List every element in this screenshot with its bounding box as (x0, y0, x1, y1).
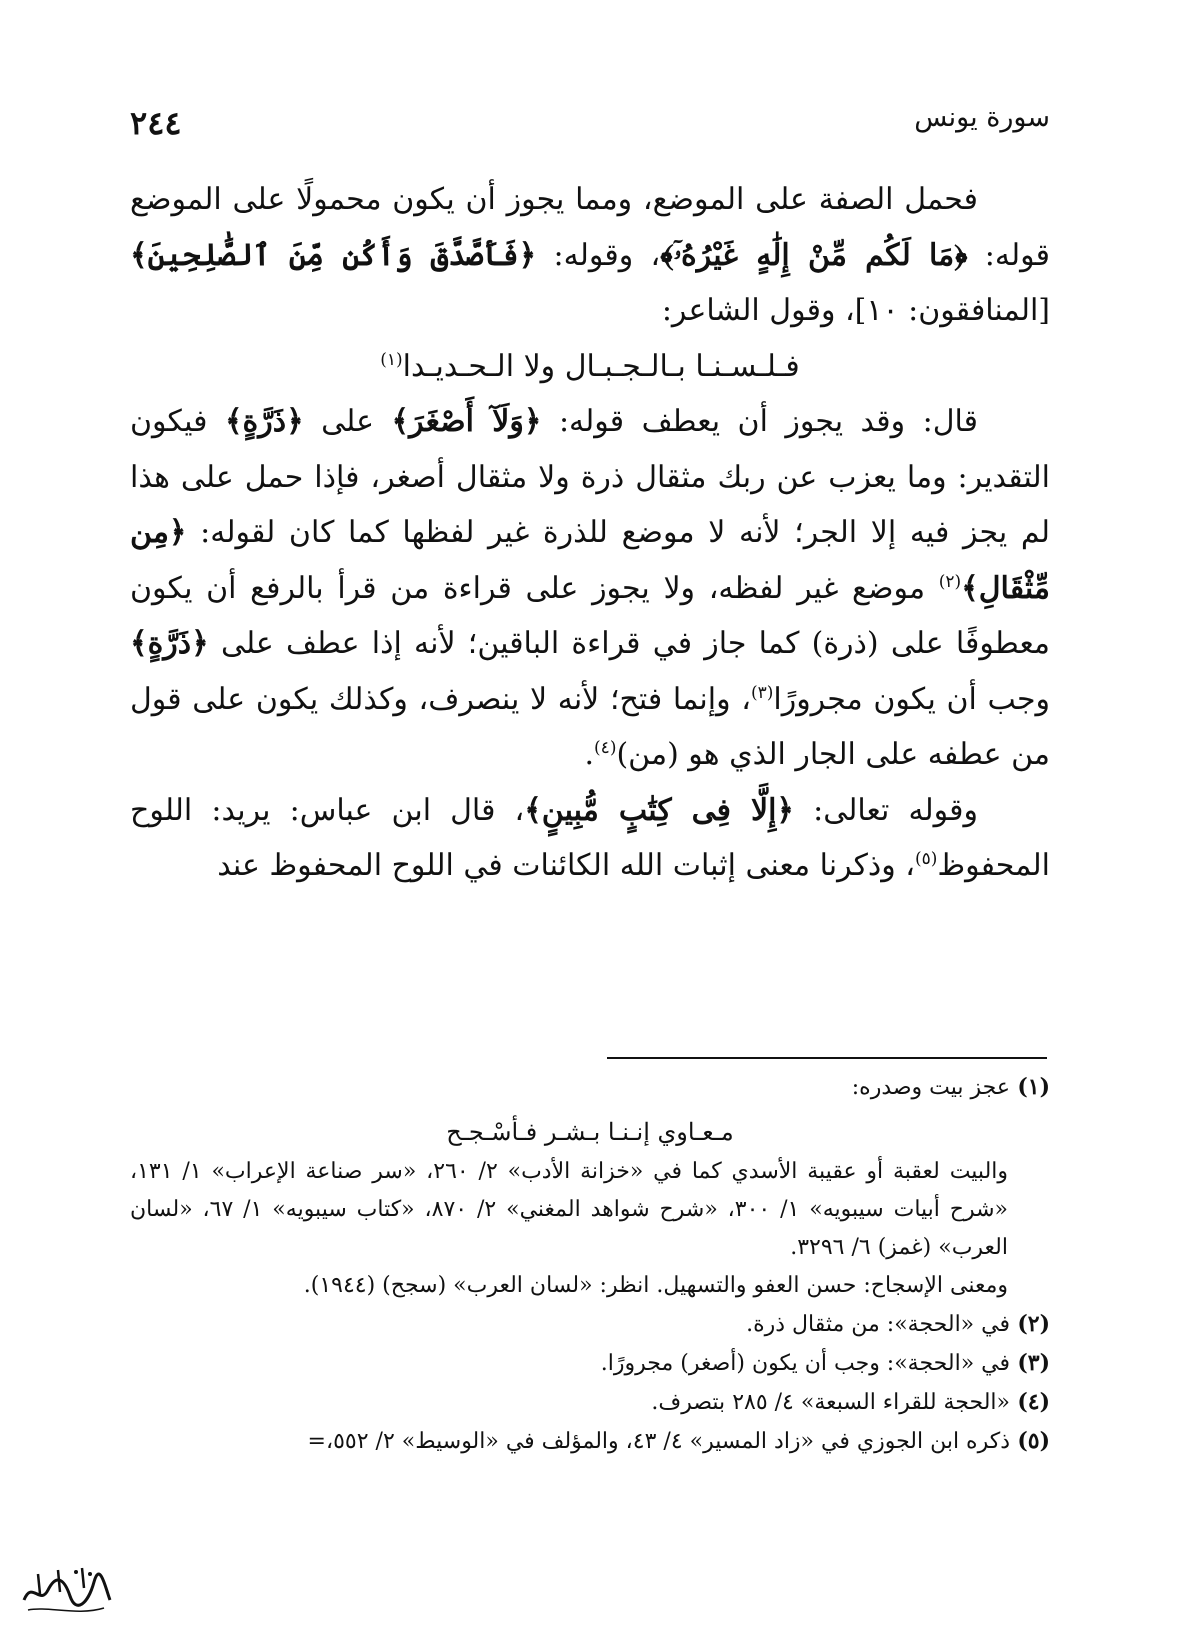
text-run: فحمل الصفة على الموضع، ومما يجوز أن يكون محمولًا على الموضع قوله: (130, 182, 1050, 273)
footnote-number: (٣) (1017, 1350, 1050, 1376)
quran-quote: ﴿فَأَصَّدَّقَ وَأَكُن مِّنَ ٱلصَّٰلِحِينَ﴾ (130, 237, 537, 273)
running-title: سورة يونس (914, 102, 1050, 133)
footnote-marker: (٥) (914, 849, 938, 869)
footnote-5 (130, 1422, 1050, 1461)
paragraph-1 (130, 172, 1050, 339)
footnotes (130, 1068, 1050, 1461)
quran-quote: ﴿مِن مِّثْقَالِ﴾ (130, 515, 1050, 606)
page-number: ٢٤٤ (130, 104, 182, 142)
verse-text: فـلـسـنـا بـالـجـبـال ولا الـحـديـدا (402, 348, 800, 384)
footnote-1-meaning: ومعنى الإسجاح: حسن العفو والتسهيل. انظر: «لسان العرب» (سجح) (١٩٤٤). (303, 1273, 1008, 1298)
text-run: ، وقوله: (536, 237, 661, 273)
quran-quote: ﴿مَا لَكُم مِّنْ إِلَٰهٍ غَيْرُهُۥٓ﴾ (660, 237, 968, 273)
footnote-text: «الحجة للقراء السبعة» ٤/ ٢٨٥ بتصرف. (651, 1390, 1010, 1415)
text-run: موضع غير لفظه، ولا يجوز على قراءة من قرأ بالرفع أن يكون معطوفًا على (ذرة) كما جاز في قراءة الباقين؛ لأنه إذا عطف على (130, 570, 1050, 661)
paragraph-2 (130, 394, 1050, 783)
footnote-4 (130, 1383, 1050, 1422)
footnote-number: (٥) (1017, 1428, 1050, 1454)
main-text (130, 172, 1050, 894)
text-run: ، وإنما فتح؛ لأنه لا ينصرف، وكذلك يكون على قول من عطفه على الجار الذي هو (من) (130, 681, 1050, 772)
text-run: وقوله تعالى: (794, 792, 978, 828)
footnote-marker: (٣) (750, 682, 774, 703)
paragraph-3 (130, 783, 1050, 894)
page-header (130, 100, 1050, 150)
footnote-3 (130, 1344, 1050, 1383)
text-run: ، قال ابن عباس: يريد: اللوح المحفوظ (130, 792, 1050, 883)
text-run: وجب أن يكون مجرورًا (773, 681, 1050, 717)
quran-quote: ﴿إِلَّا فِى كِتَٰبٍ مُّبِينٍ﴾ (524, 792, 795, 828)
footnote-marker: (١) (380, 349, 403, 370)
poetry-verse (130, 339, 1050, 395)
quran-quote: ﴿ذَرَّةٍ﴾ (224, 404, 304, 439)
text-run: . (584, 737, 595, 772)
footnote-verse: مـعـاوي إنـنـا بـشـر فـأسْـجـح (446, 1118, 734, 1146)
text-run: قال: وقد يجوز أن يعطف قوله: (541, 404, 978, 439)
text-run: ، وذكرنا معنى إثبات الله الكائنات في اللوح المحفوظ عند (217, 848, 915, 883)
footnote-separator (607, 1057, 1047, 1059)
footnote-text: في «الحجة»: من مثقال ذرة. (746, 1312, 1010, 1337)
footnote-number: (١) (1017, 1074, 1050, 1100)
footnote-1 (130, 1068, 1050, 1107)
footnote-1-sources: والبيت لعقبة أو عقيبة الأسدي كما في «خزانة الأدب» ٢/ ٢٦٠، «سر صناعة الإعراب» ١/ ١٣١، «شرح أبيات سيبويه» ١/ ٣٠٠، «شرح شواهد المغني» ٢/ ٨٧٠، «كتاب سيبويه» ١/ ٦٧، «لسان العرب» (غمز) ٦/ ٣٢٩٦. (130, 1159, 1009, 1260)
watermark-stamp-logo (18, 1560, 114, 1622)
quran-quote: ﴿ذَرَّةٍ﴾ (130, 626, 209, 661)
footnote-text: عجز بيت وصدره: (851, 1075, 1010, 1100)
footnote-2 (130, 1305, 1050, 1344)
footnote-marker: (٤) (594, 738, 617, 758)
footnote-text: في «الحجة»: وجب أن يكون (أصغر) مجرورًا. (600, 1351, 1010, 1376)
footnote-text: ذكره ابن الجوزي في «زاد المسير» ٤/ ٤٣، والمؤلف في «الوسيط» ٢/ ٥٥٢،= (307, 1429, 1010, 1454)
quran-quote: ﴿وَلَآ أَصْغَرَ﴾ (391, 404, 542, 439)
text-run: على (303, 404, 392, 439)
footnote-marker: (٢) (938, 571, 962, 592)
footnote-number: (٤) (1017, 1389, 1050, 1415)
footnote-number: (٢) (1017, 1311, 1050, 1337)
text-run: فيكون التقدير: وما يعزب عن ربك مثقال ذرة ولا مثقال أصغر، فإذا حمل على هذا لم يجز فيه إلا الجر؛ لأنه لا موضع للذرة غير لفظها كما كان لقوله: (130, 404, 1050, 550)
text-run: [المنافقون: ١٠]، وقول الشاعر: (661, 293, 1050, 328)
